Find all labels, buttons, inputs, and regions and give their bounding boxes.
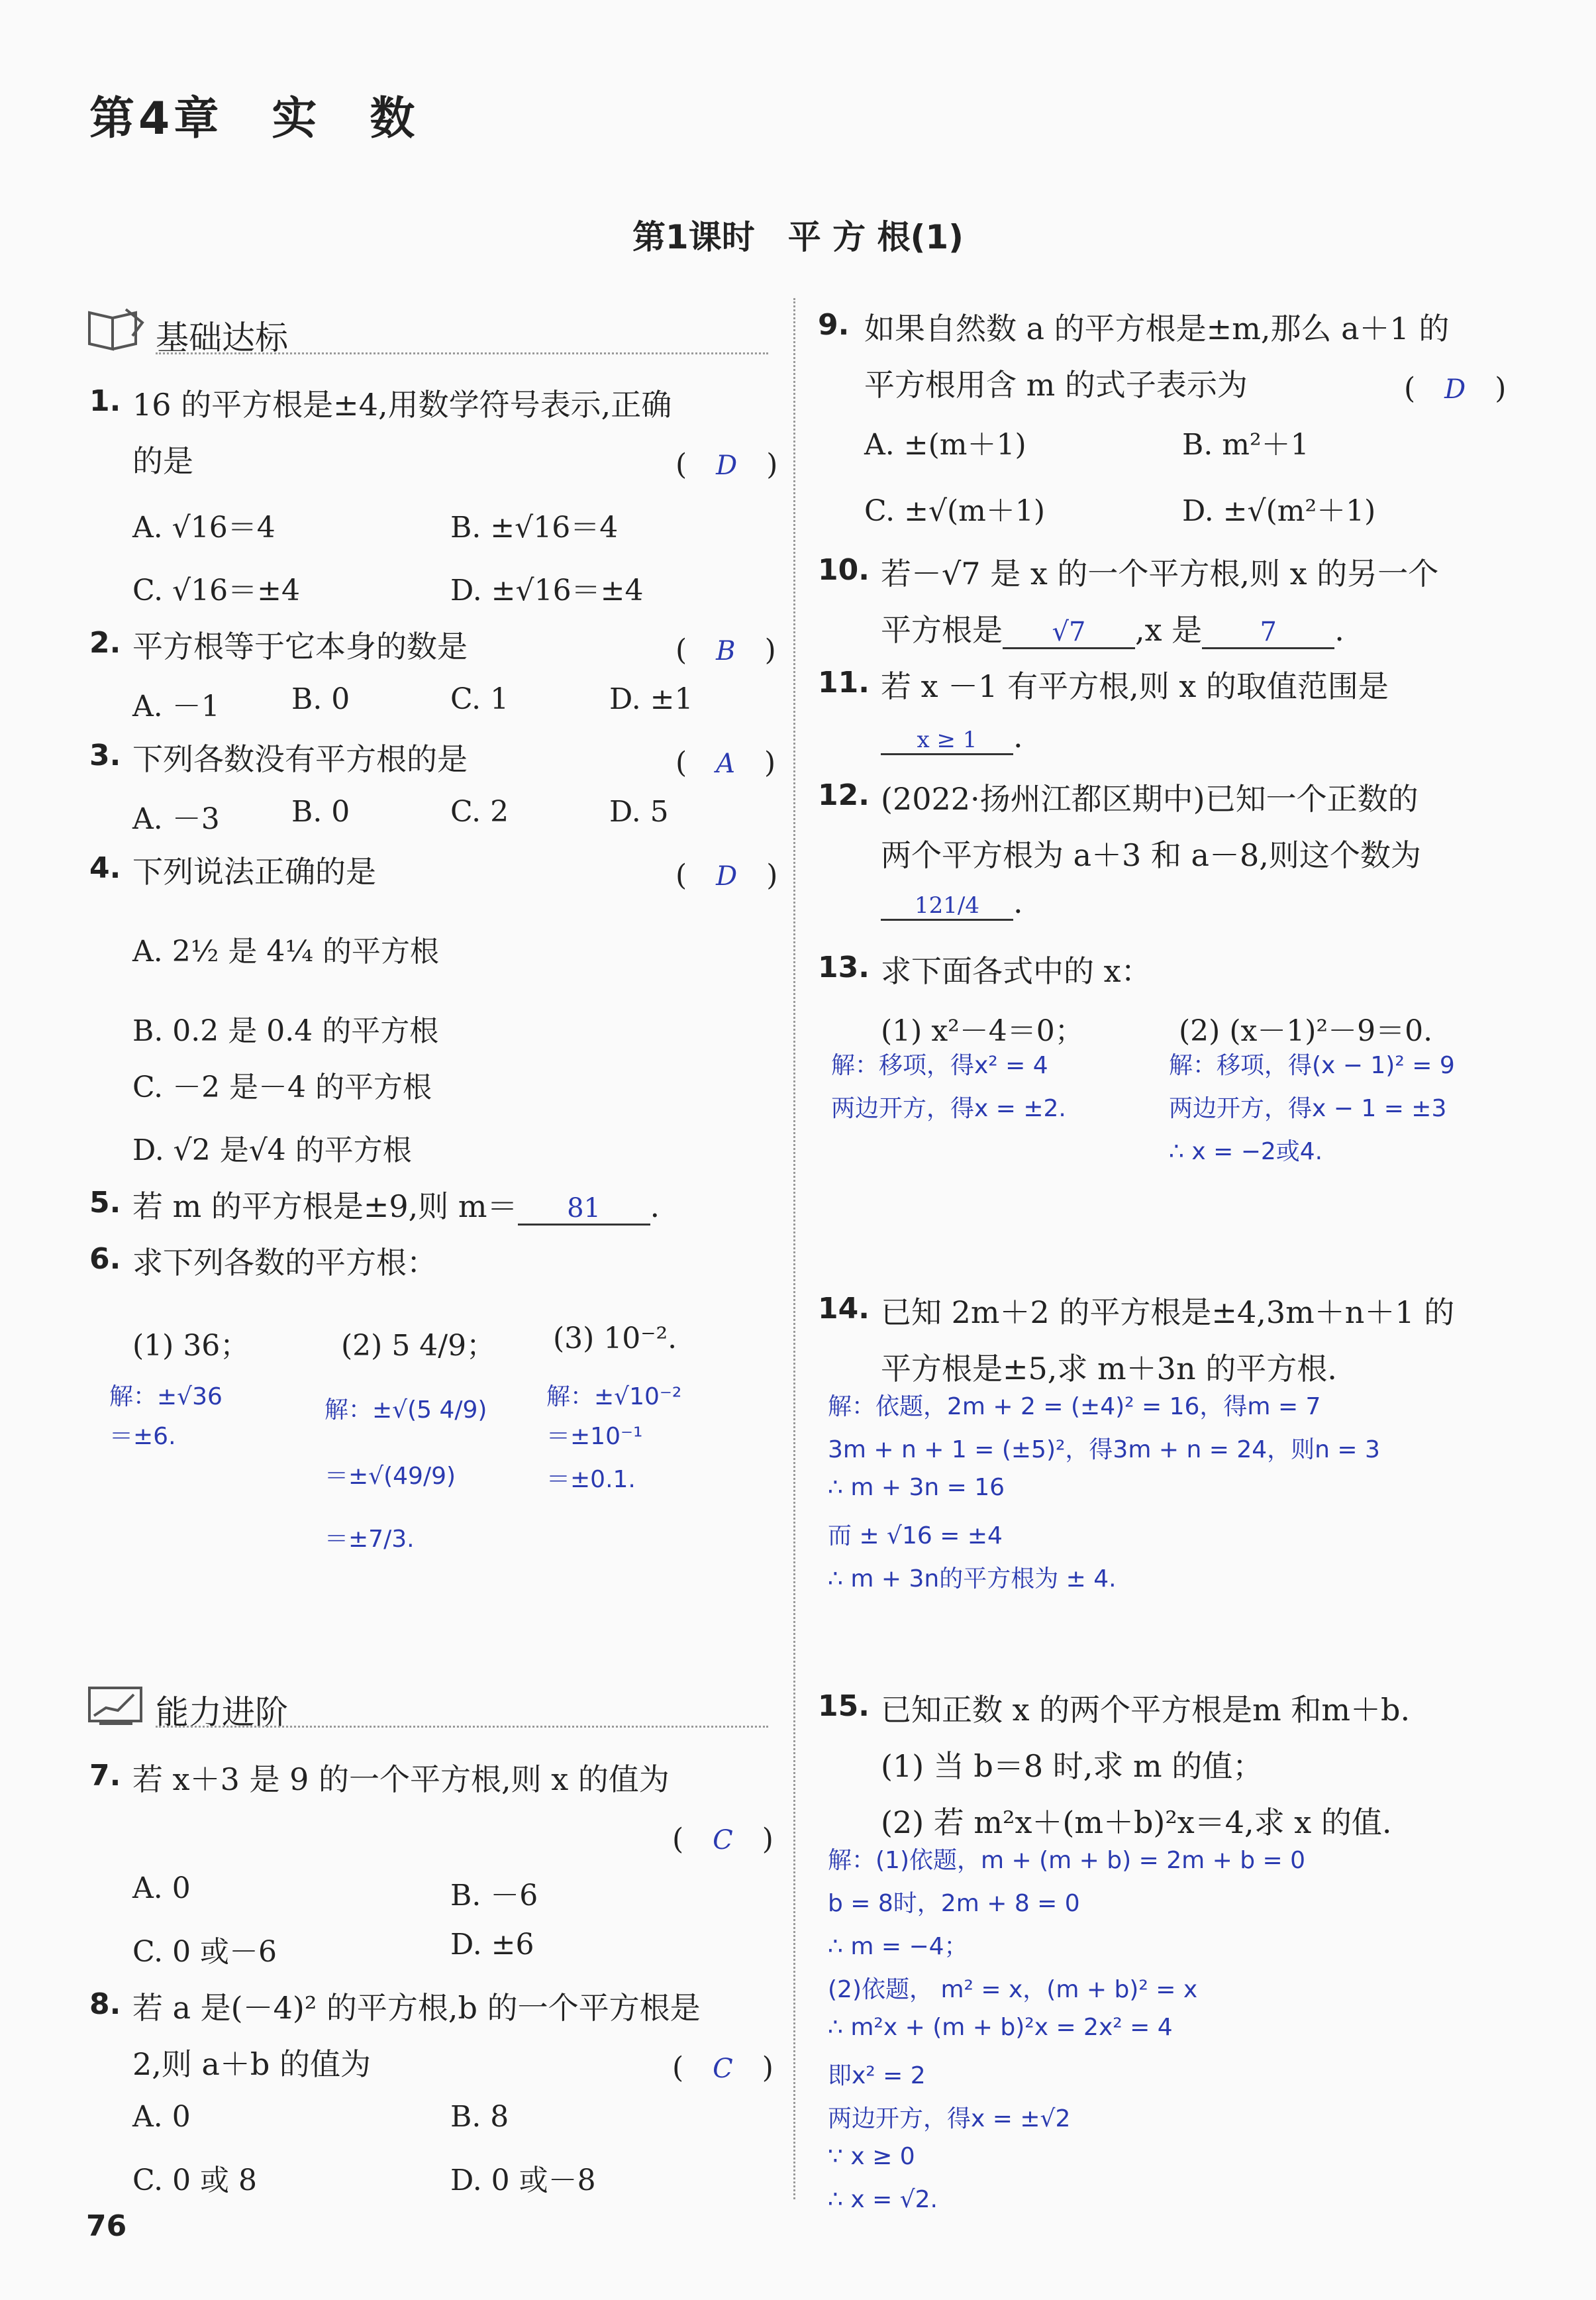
q13-number: 13. (818, 951, 870, 984)
q2-answer-paren: ( B ) (675, 633, 776, 667)
q12-line1: (2022·扬州江都区期中)已知一个正数的 (881, 781, 1419, 817)
q9-option-d: D. ±√(m²＋1) (1182, 494, 1376, 528)
q8-answer: C (713, 2054, 733, 2084)
q14-line2: 平方根是±5,求 m＋3n 的平方根. (881, 1351, 1337, 1386)
q6-part2: (2) 5 4/9； (341, 1329, 496, 1363)
q15-number: 15. (818, 1689, 870, 1723)
q8-number: 8. (89, 1987, 121, 2021)
q15-sol-9: ∴ x = √2. (828, 2186, 938, 2213)
q3-option-c: C. 2 (450, 795, 509, 829)
q6-sol2-b: ＝±√(49/9) (324, 1463, 456, 1490)
q8-option-d: D. 0 或－8 (450, 2164, 596, 2197)
q2-option-a: A. －1 (132, 690, 220, 723)
q8-answer-paren: ( C ) (672, 2051, 773, 2085)
q15-sol-1: 解：(1)依题，m + (m + b) = 2m + b = 0 (828, 1847, 1306, 1874)
lesson-title: 第1课时 平 方 根(1) (632, 218, 964, 256)
q14-sol-1: 解：依题，2m + 2 = (±4)² = 16，得m = 7 (828, 1393, 1321, 1420)
q14-sol-2: 3m + n + 1 = (±5)²，得3m + n = 24，则n = 3 (828, 1436, 1380, 1463)
q9-option-c: C. ±√(m＋1) (864, 494, 1046, 528)
q4-text: 下列说法正确的是 (132, 854, 376, 890)
q13-sol2-b: 两边开方，得x − 1 = ±3 (1169, 1095, 1447, 1122)
q12-line3: 121/4 . (881, 884, 1023, 921)
q6-sol3-b: ＝±10⁻¹ (546, 1423, 643, 1450)
chart-icon (86, 1683, 146, 1729)
q15-sol-7: 两边开方，得x = ±√2 (828, 2105, 1071, 2132)
q9-line2: 平方根用含 m 的式子表示为 (864, 367, 1248, 403)
q13-part2: (2) (x－1)²－9＝0. (1179, 1014, 1433, 1048)
q6-text: 求下列各数的平方根： (132, 1245, 437, 1281)
q10-line2: 平方根是 √7 ,x 是 7 . (881, 612, 1344, 648)
q4-option-c: C. －2 是－4 的平方根 (132, 1071, 432, 1104)
q2-text: 平方根等于它本身的数是 (132, 629, 468, 664)
q12-number: 12. (818, 778, 870, 812)
q6-sol1-a: 解：±√36 (109, 1383, 223, 1410)
q3-text: 下列各数没有平方根的是 (132, 741, 468, 777)
q6-number: 6. (89, 1242, 121, 1276)
q14-line1: 已知 2m＋2 的平方根是±4,3m＋n＋1 的 (881, 1294, 1455, 1330)
q1-answer: D (716, 450, 738, 481)
q7-option-c: C. 0 或－6 (132, 1935, 277, 1969)
q8-line2: 2,则 a＋b 的值为 (132, 2046, 372, 2082)
section-basic-line (156, 352, 768, 354)
q12-line2: 两个平方根为 a＋3 和 a－8,则这个数为 (881, 837, 1421, 873)
q2-option-d: D. ±1 (609, 682, 693, 716)
q11-blank: x ≥ 1 (881, 727, 1013, 755)
q15-line2: (1) 当 b＝8 时,求 m 的值； (881, 1748, 1264, 1784)
q6-sol1-b: ＝±6. (109, 1423, 176, 1450)
q6-sol3-c: ＝±0.1. (546, 1466, 636, 1493)
q6-sol2-c: ＝±7/3. (324, 1526, 415, 1553)
q13-sol2-c: ∴ x = −2或4. (1169, 1138, 1323, 1165)
q9-option-b: B. m²＋1 (1182, 428, 1309, 462)
q10-line1: 若－√7 是 x 的一个平方根,则 x 的另一个 (881, 556, 1439, 592)
q1-option-b: B. ±√16＝4 (450, 511, 619, 545)
q10-mid: ,x 是 (1135, 612, 1203, 648)
q11-number: 11. (818, 666, 870, 700)
q7-option-b: B. －6 (450, 1879, 538, 1912)
section-basic-title: 基础达标 (156, 319, 288, 357)
q4-answer-paren: ( D ) (675, 859, 778, 892)
q7-number: 7. (89, 1759, 121, 1793)
q15-sol-2: b = 8时，2m + 8 = 0 (828, 1890, 1080, 1917)
q3-number: 3. (89, 739, 121, 772)
section-advanced-title: 能力进阶 (156, 1693, 288, 1732)
q15-sol-4: (2)依题， m² = x，(m + b)² = x (828, 1976, 1198, 2003)
q15-sol-6: 即x² = 2 (828, 2062, 926, 2089)
book-icon (86, 306, 146, 352)
q1-answer-paren: ( D ) (675, 448, 778, 482)
q7-option-a: A. 0 (132, 1871, 191, 1905)
q15-line1: 已知正数 x 的两个平方根是m 和m＋b. (881, 1692, 1411, 1728)
q3-option-a: A. －3 (132, 802, 220, 836)
q3-answer-paren: ( A ) (675, 746, 776, 780)
q4-option-a: A. 2½ 是 4¼ 的平方根 (132, 935, 439, 968)
q2-number: 2. (89, 626, 121, 660)
section-advanced-line (156, 1726, 768, 1728)
q15-sol-3: ∴ m = −4； (828, 1933, 968, 1960)
q2-option-b: B. 0 (291, 682, 350, 716)
q9-answer: D (1444, 374, 1466, 405)
q7-text: 若 x＋3 是 9 的一个平方根,则 x 的值为 (132, 1761, 670, 1797)
q14-sol-4: 而 ± √16 = ±4 (828, 1522, 1003, 1549)
q11-line2: x ≥ 1 . (881, 719, 1023, 755)
q7-option-d: D. ±6 (450, 1928, 534, 1961)
q4-option-d: D. √2 是√4 的平方根 (132, 1133, 412, 1167)
q2-option-c: C. 1 (450, 682, 509, 716)
q3-option-b: B. 0 (291, 795, 350, 829)
page-number: 76 (86, 2209, 127, 2243)
q5-stem: 若 m 的平方根是±9,则 m＝ (132, 1188, 518, 1224)
q13-part1: (1) x²－4＝0； (881, 1014, 1084, 1048)
chapter-title: 第4章 实 数 (89, 93, 419, 145)
q5-text: 若 m 的平方根是±9,则 m＝ 81 . (132, 1188, 660, 1224)
q8-line1: 若 a 是(－4)² 的平方根,b 的一个平方根是 (132, 1990, 701, 2026)
q6-part3: (3) 10⁻². (553, 1322, 677, 1355)
q4-option-b: B. 0.2 是 0.4 的平方根 (132, 1014, 439, 1048)
q11-line1: 若 x －1 有平方根,则 x 的取值范围是 (881, 668, 1389, 704)
q7-answer-paren: ( C ) (672, 1822, 773, 1856)
q13-sol1-a: 解：移项，得x² = 4 (831, 1052, 1048, 1079)
q8-option-b: B. 8 (450, 2100, 509, 2134)
q6-sol2-a: 解：±√(5 4/9) (324, 1396, 487, 1424)
q9-answer-paren: ( D ) (1404, 372, 1507, 405)
q13-text: 求下面各式中的 x： (881, 953, 1152, 989)
q4-answer: D (716, 861, 738, 892)
q10-number: 10. (818, 553, 870, 587)
q1-option-c: C. √16＝±4 (132, 574, 300, 607)
q8-option-c: C. 0 或 8 (132, 2164, 258, 2197)
q1-option-d: D. ±√16＝±4 (450, 574, 644, 607)
q15-sol-5: ∴ m²x + (m + b)²x = 2x² = 4 (828, 2014, 1173, 2041)
q8-option-a: A. 0 (132, 2100, 191, 2134)
q5-blank: 81 (518, 1193, 650, 1226)
q6-sol3-a: 解：±√10⁻² (546, 1383, 682, 1410)
q15-sol-8: ∵ x ≥ 0 (828, 2143, 915, 2170)
q7-answer: C (713, 1825, 733, 1856)
q3-answer: A (716, 749, 736, 779)
q1-line1: 16 的平方根是±4,用数学符号表示,正确 (132, 387, 672, 423)
q14-sol-5: ∴ m + 3n的平方根为 ± 4. (828, 1565, 1117, 1593)
q10-blank1: √7 (1003, 617, 1135, 649)
q10-blank2: 7 (1202, 617, 1334, 649)
q9-number: 9. (818, 308, 850, 342)
q13-sol2-a: 解：移项，得(x − 1)² = 9 (1169, 1052, 1455, 1079)
column-divider (793, 298, 795, 2199)
q12-blank: 121/4 (881, 892, 1013, 921)
q4-number: 4. (89, 851, 121, 885)
q9-option-a: A. ±(m＋1) (864, 428, 1026, 462)
q14-number: 14. (818, 1292, 870, 1326)
q5-number: 5. (89, 1186, 121, 1220)
q6-part1: (1) 36； (132, 1329, 250, 1363)
q1-option-a: A. √16＝4 (132, 511, 275, 545)
q15-line3: (2) 若 m²x＋(m＋b)²x＝4,求 x 的值. (881, 1804, 1392, 1840)
q1-number: 1. (89, 384, 121, 418)
q3-option-d: D. 5 (609, 795, 669, 829)
q14-sol-3: ∴ m + 3n = 16 (828, 1474, 1005, 1501)
q2-answer: B (716, 636, 736, 666)
q13-sol1-b: 两边开方，得x = ±2. (831, 1095, 1066, 1122)
q1-line2: 的是 (132, 443, 193, 479)
q9-line1: 如果自然数 a 的平方根是±m,那么 a＋1 的 (864, 311, 1450, 346)
q10-line2-stem: 平方根是 (881, 612, 1003, 648)
